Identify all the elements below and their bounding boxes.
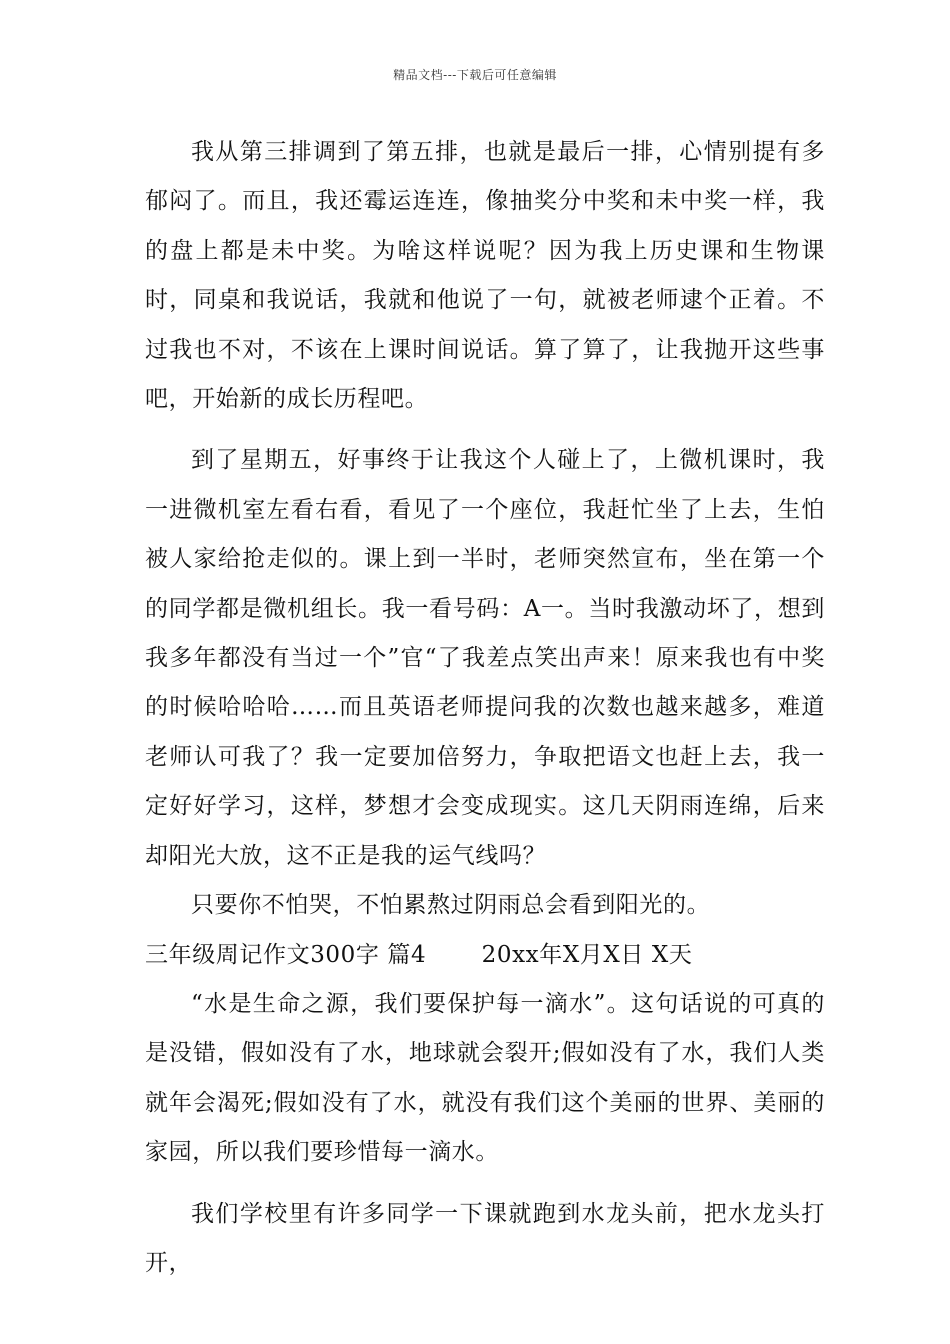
page-header: 精品文档---下载后可任意编辑 — [393, 68, 557, 82]
paragraph: 我们学校里有许多同学一下课就跑到水龙头前，把水龙头打开， — [145, 1200, 825, 1276]
paragraph: 到了星期五，好事终于让我这个人碰上了，上微机课时，我一进微机室左看右看，看见了一个座位，我赶忙坐了上去，生怕被人家给抢走似的。课上到一半时，老师突然宣布，坐在第一个的同学都是微机组长。我一看号码：A一。当时我激动坏了，想到我多年都没有当过一个”官“了我差点笑出声来！原来我也有中奖的时候哈哈哈……而且英语老师提问我的次数也越来越多，难道老师认可我了？我一定要加倍努力，争取把语文也赶上去，我一定好好学习，这样，梦想才会变成现实。这几天阴雨连绵，后来却阳光大放，这不正是我的运气线吗？ — [145, 447, 825, 869]
section-title: 三年级周记作文300字 篇4 20xx年X月X日 X天 — [145, 941, 693, 968]
paragraph: 我从第三排调到了第五排，也就是最后一排，心情别提有多郁闷了。而且，我还霉运连连，像抽奖分中奖和未中奖一样，我的盘上都是未中奖。为啥这样说呢？因为我上历史课和生物课时，同桌和我说话，我就和他说了一句，就被老师逮个正着。不过我也不对，不该在上课时间说话。算了算了，让我抛开这些事吧，开始新的成长历程吧。 — [145, 139, 825, 413]
paragraph: “水是生命之源，我们要保护每一滴水”。这句话说的可真的是没错，假如没有了水，地球就会裂开;假如没有了水，我们人类就年会渴死;假如没有了水，就没有我们这个美丽的世界、美丽的家园，所以我们要珍惜每一滴水。 — [145, 990, 825, 1166]
paragraph: 只要你不怕哭，不怕累熬过阴雨总会看到阳光的。 — [191, 892, 711, 919]
document-body — [145, 128, 825, 1288]
